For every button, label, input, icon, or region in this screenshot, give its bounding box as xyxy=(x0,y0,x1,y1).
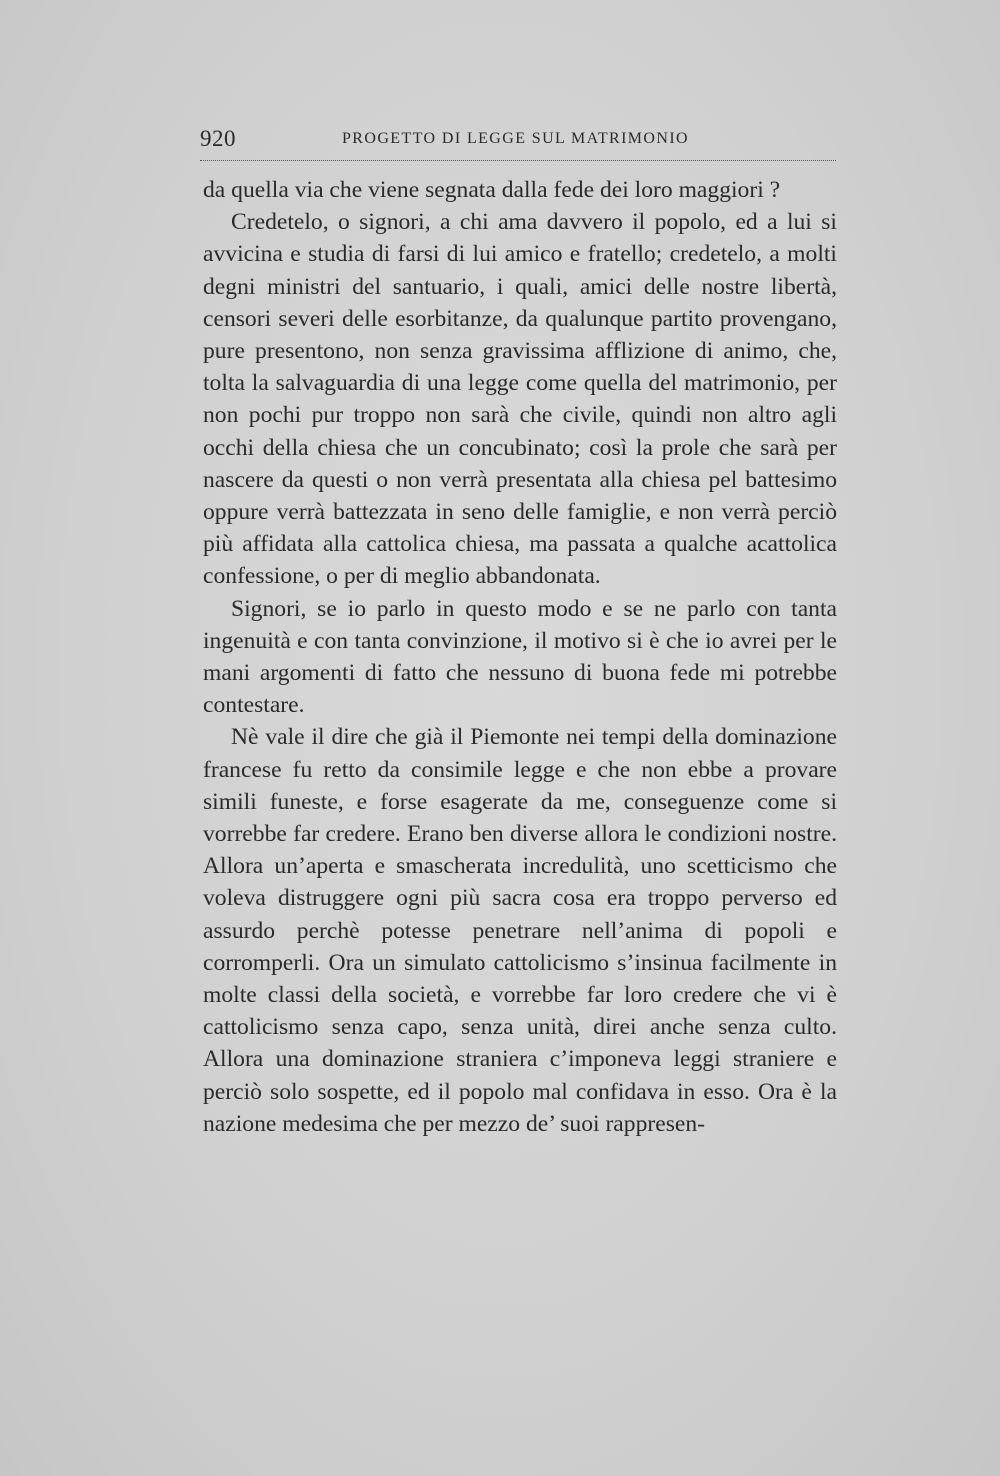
paragraph: Nè vale il dire che già il Piemonte nei tempi della dominazione francese fu retto da consimile legge e che non ebbe a provare simili funeste, e forse esagerate da me, conseguenze come si vorrebbe far credere. Erano ben diverse allora le condizioni nostre. Allora un’aperta e smascherata incredulità, uno scetticismo che voleva distruggere ogni più sacra cosa era troppo perverso ed assurdo perchè potesse penetrare nell’anima di popoli e corromperli. Ora un simulato cattolicismo s’insinua facilmente in molte classi della società, e vorrebbe far loro credere che vi è cattolicismo senza capo, senza unità, direi anche senza culto. Allora una dominazione straniera c’imponeva leggi straniere e perciò solo sospette, ed il popolo mal confidava in esso. Ora è la nazione medesima che per mezzo de’ suoi rappresen- xyxy=(203,724,837,1137)
paragraph: Credetelo, o signori, a chi ama davvero il popolo, ed a lui si avvicina e studia di farsi di lui amico e fratello; credetelo, a molti degni ministri del santuario, i quali, amici delle nostre libertà, censori severi delle esorbitanze, da qualunque partito provengano, pure presentono, non senza gravissima afflizione di animo, che, tolta la salvaguardia di una legge come quella del matrimonio, per non pochi pur troppo non sarà che civile, quindi non altro agli occhi della chiesa che un concubinato; così la prole che sarà per nascere da questi o non verrà presentata alla chiesa pel battesimo oppure verrà battezzata in seno delle famiglie, e non verrà perciò più affidata alla cattolica chiesa, ma passata a qualche acattolica confessione, o per di meglio abbandonata. xyxy=(203,209,837,590)
body-text xyxy=(203,174,837,1140)
paragraph-continuation: da quella via che viene segnata dalla fede dei loro maggiori ? xyxy=(203,177,781,203)
running-title: PROGETTO DI LEGGE SUL MATRIMONIO xyxy=(342,130,690,147)
paragraph: Signori, se io parlo in questo modo e se ne parlo con tanta ingenuità e con tanta convinzione, il motivo si è che io avrei per le mani argomenti di fatto che nessuno di buona fede mi potrebbe contestare. xyxy=(203,595,837,719)
page-number: 920 xyxy=(200,126,236,151)
page-header xyxy=(200,120,836,161)
